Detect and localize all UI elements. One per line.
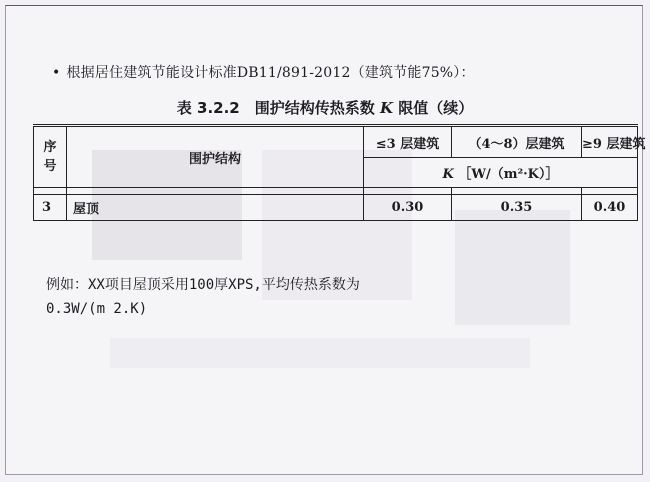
row-name: 屋顶 [67,195,364,221]
header-low-rise: ≤3 层建筑 [364,126,452,158]
row-no: 3 [34,195,67,221]
u-value-table [33,124,646,221]
header-structure: 围护结构 [67,126,364,188]
row-value-mid: 0.35 [452,195,582,221]
scan-shadow [455,210,570,325]
header-mid-rise: （4～8）层建筑 [452,126,582,158]
unit-text: ［W/（m²·K）］ [458,167,559,182]
table-row [34,195,638,221]
example-note [46,273,360,321]
scan-shadow [110,338,530,368]
caption-k-symbol: K [379,99,393,117]
caption-prefix: 表 3.2.2 围护结构传热系数 [176,99,380,117]
caption-suffix: 限值（续） [392,99,474,117]
table-caption [0,97,650,118]
row-value-high: 0.40 [582,195,638,221]
table-header-row [34,126,638,158]
header-no: 序号 [34,126,67,188]
intro-text: 根据居住建筑节能设计标准DB11/891-2012（建筑节能75%）： [66,65,475,81]
example-line-1: 例如：XX项目屋顶采用100厚XPS,平均传热系数为 [46,277,360,293]
unit-cell [364,158,638,188]
unit-k-symbol: K [442,167,454,182]
table-divider [34,188,638,195]
header-high-rise: ≥9 层建筑 [582,126,638,158]
bullet-icon: • [52,65,61,81]
row-value-low: 0.30 [364,195,452,221]
example-line-2: 0.3W/(m 2.K) [46,301,148,317]
intro-line [52,62,475,82]
